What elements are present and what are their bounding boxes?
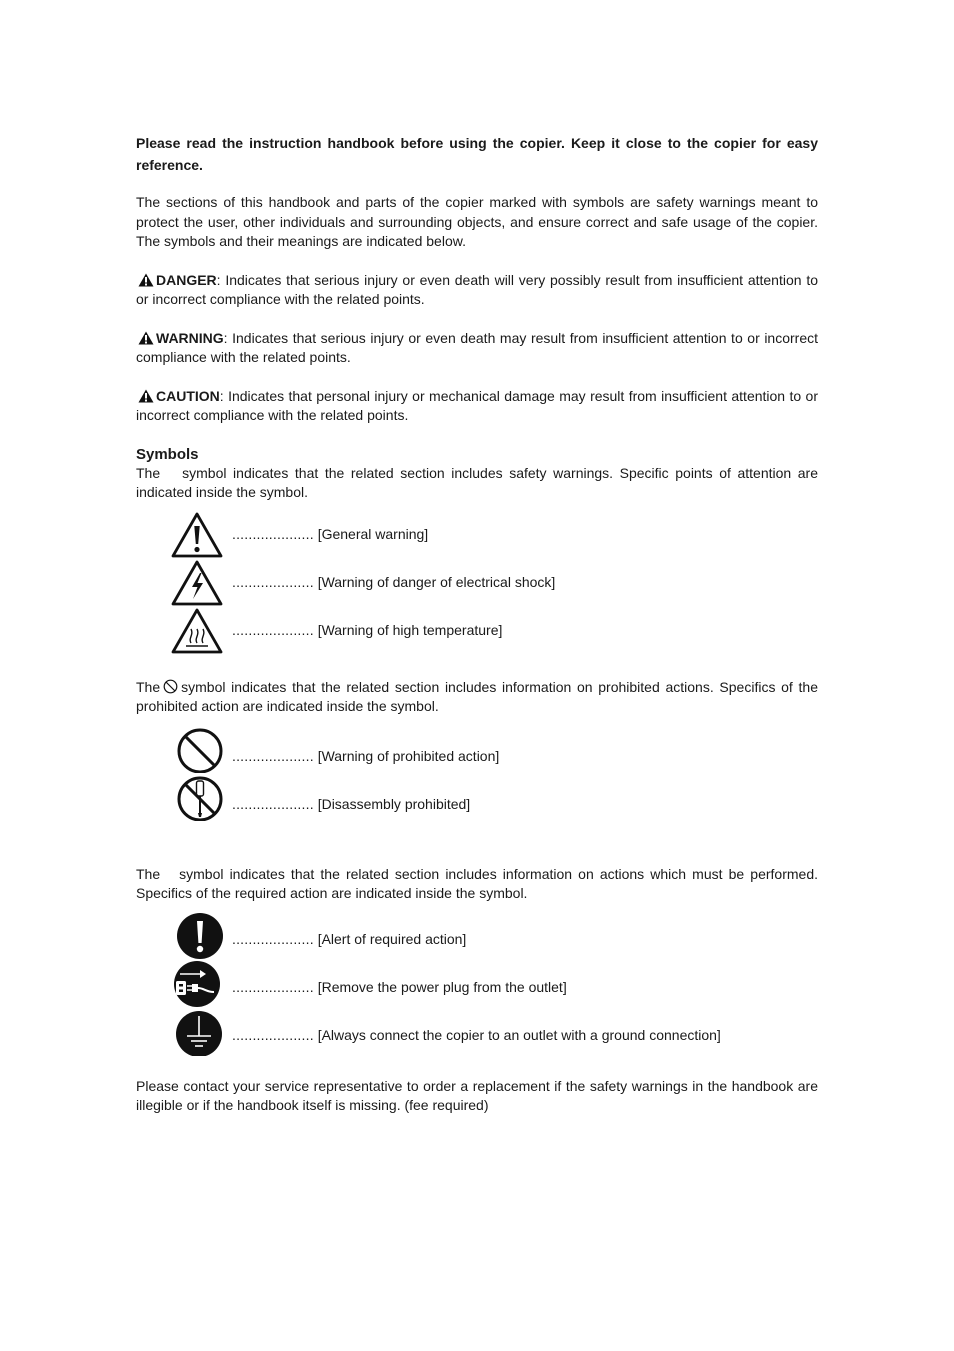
warning-symbol-intro [136,464,818,503]
exclamation-triangle-icon [170,511,224,559]
leader-dots: .................... [232,621,314,638]
warning-intro-the: The [136,464,161,481]
symbol-label: [Remove the power plug from the outlet] [317,978,567,995]
alert-triangle-icon [138,389,154,403]
danger-text: : Indicates that serious injury or even death will very possibly result from insufficient attention to or incorrect compliance with the related points. [136,271,818,307]
symbol-label: [General warning] [317,525,429,542]
symbols-heading: Symbols [136,445,199,463]
symbol-row-high-temperature [136,607,818,655]
symbol-row-ground-connection [136,1008,818,1056]
danger-definition [136,271,818,310]
prohibited-small-icon [163,679,178,694]
symbol-label: [Warning of prohibited action] [317,747,500,764]
required-exclamation-icon [170,912,224,960]
leader-dots: .................... [232,573,314,590]
leader-dots: .................... [232,795,314,812]
caution-word: CAUTION [156,387,220,404]
required-symbol-intro [136,865,818,904]
prohibit-symbol-intro [136,678,818,717]
symbol-label: [Always connect the copier to an outlet with a ground connection] [317,1026,721,1043]
prohibited-circle-icon [170,725,224,773]
required-intro-the: The [136,865,161,882]
replacement-notice: Please contact your service representative to order a replacement if the safety warnings in the handbook are illegible or if the handbook itself is missing. (fee required) [136,1077,818,1113]
leader-dots: .................... [232,525,314,542]
symbol-row-remove-plug [136,960,818,1008]
prohibit-intro-text: symbol indicates that the related section includes information on prohibited actions. Specifics of the prohibited action are indicated inside the symbol. [136,678,818,714]
symbol-label: [Alert of required action] [317,930,467,947]
high-temperature-triangle-icon [170,607,224,655]
intro-sections: The sections of this handbook and parts of the copier marked with symbols are safety warnings meant to protect the user, other individuals and surrounding objects, and ensure correct and safe usage of the copier. The symbols and their meanings are indicated below. [136,194,818,249]
alert-triangle-icon [138,331,154,345]
symbol-label: [Disassembly prohibited] [317,795,471,812]
warning-definition [136,329,818,368]
safety-page [136,132,818,1116]
leader-dots: .................... [232,747,314,764]
leader-dots: .................... [232,930,314,947]
disassembly-prohibited-icon [170,773,224,821]
intro-lead: Please read the instruction handbook before using the copier. Keep it close to the copier for easy reference. [136,135,818,173]
alert-triangle-icon [138,273,154,287]
caution-definition [136,387,818,426]
symbol-row-general-warning [136,511,818,559]
caution-text: : Indicates that personal injury or mechanical damage may result from insufficient attention to or incorrect compliance with the related points. [136,387,818,423]
warning-text: : Indicates that serious injury or even death may result from insufficient attention to or incorrect compliance with the related points. [136,329,818,365]
ground-connection-icon [170,1008,224,1056]
symbol-label: [Warning of high temperature] [317,621,503,638]
leader-dots: .................... [232,978,314,995]
symbol-row-prohibited-action [136,725,818,773]
prohibit-intro-the: The [136,678,161,695]
danger-word: DANGER [156,271,217,288]
warning-word: WARNING [156,329,224,346]
unplug-icon [170,960,224,1008]
leader-dots: .................... [232,1026,314,1043]
electric-shock-triangle-icon [170,559,224,607]
symbol-row-required-action [136,912,818,960]
warning-intro-text: symbol indicates that the related section includes safety warnings. Specific points of attention are indicated inside the symbol. [136,464,818,500]
symbol-label: [Warning of danger of electrical shock] [317,573,556,590]
required-intro-text: symbol indicates that the related section includes information on actions which must be performed. Specifics of the required action are indicated inside the symbol. [136,865,818,901]
symbol-row-electrical-shock [136,559,818,607]
symbol-row-disassembly-prohibited [136,773,818,821]
